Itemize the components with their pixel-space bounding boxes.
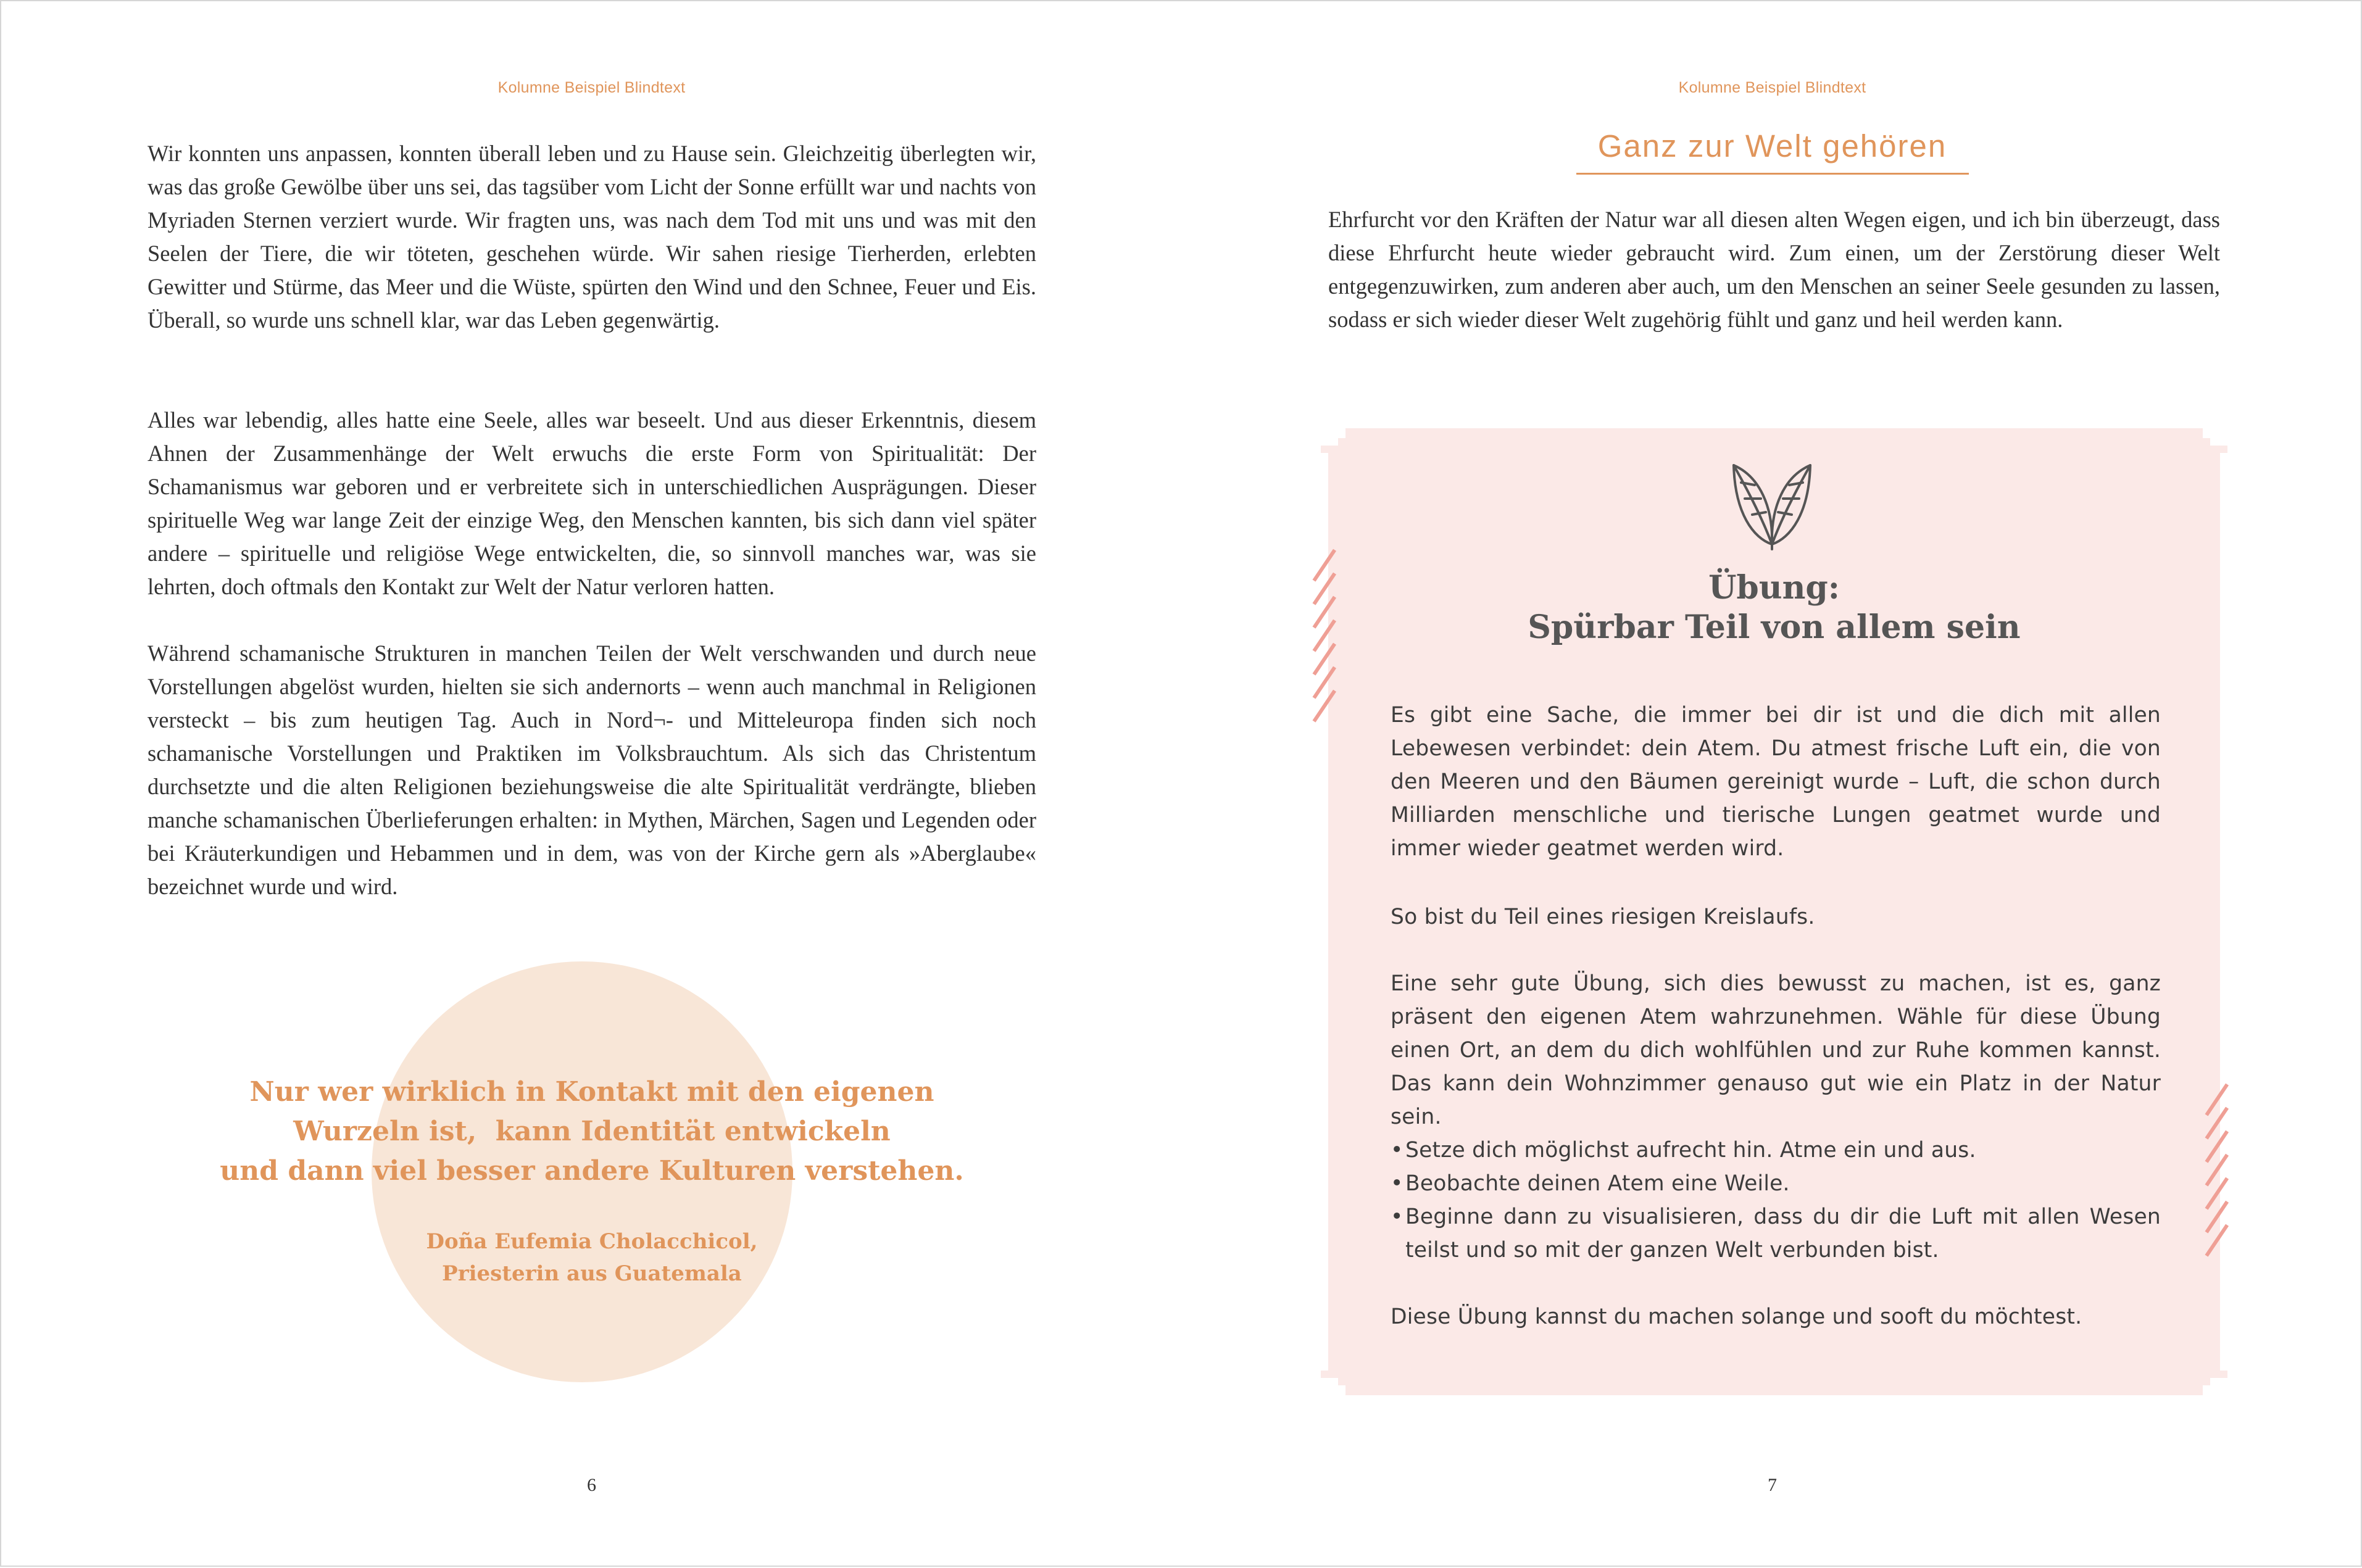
right-page — [1182, 1, 2362, 1568]
title-underline — [1576, 173, 1969, 175]
bullet-text: Beobachte deinen Atem eine Weile. — [1405, 1171, 1790, 1196]
quote-line-2: Wurzeln ist, kann Identität entwickeln — [293, 1116, 891, 1147]
box-corner-pixel — [1338, 1378, 1345, 1385]
leaf-icon — [1729, 458, 1815, 550]
list-item — [1391, 1200, 2161, 1267]
page-number-right: 7 — [1768, 1475, 1777, 1495]
exercise-title-line-1: Übung: — [1708, 569, 1840, 607]
left-page — [1, 1, 1182, 1568]
bullet-text: Beginne dann zu visualisieren, dass du dir die Luft mit allen Wesen teilst und so mit der ganzen Welt verbunden bist. — [1405, 1205, 2161, 1263]
exercise-paragraph-2: So bist du Teil eines riesigen Kreislaufs. — [1391, 905, 1815, 929]
page-number-left: 6 — [587, 1475, 596, 1495]
box-corner-pixel — [2220, 446, 2227, 453]
quote-attribution — [148, 1226, 1036, 1290]
stripe-decoration-right — [2206, 1089, 2234, 1274]
exercise-bullet-list — [1391, 1134, 2161, 1267]
running-head-left: Kolumne Beispiel Blindtext — [497, 79, 686, 96]
running-head-right: Kolumne Beispiel Blindtext — [1678, 79, 1866, 96]
bullet-symbol: • — [1391, 1205, 1403, 1229]
list-item — [1391, 1167, 2161, 1200]
exercise-title-line-2: Spürbar Teil von allem sein — [1528, 608, 2021, 646]
quote-source-line-1: Doña Eufemia Cholacchicol, — [426, 1229, 758, 1254]
intro-paragraph: Ehrfurcht vor den Kräften der Natur war all diesen alten Wegen eigen, und ich bin überzeugt, dass diese Ehrfurcht heute wieder gebraucht wird. Zum einen, um der Zerstörung dieser Welt entgegenzuwirken, zum anderen aber auch, um den Menschen an seiner Seele gesunden zu lassen, sodass er sich wieder dieser Welt zugehörig fühlt und ganz und heil werden kann. — [1328, 207, 2220, 332]
pull-quote — [148, 1072, 1036, 1191]
quote-source-line-2: Priesterin aus Guatemala — [442, 1261, 742, 1286]
bullet-text: Setze dich möglichst aufrecht hin. Atme ein und aus. — [1405, 1138, 1976, 1163]
box-corner-pixel — [2203, 1378, 2210, 1385]
box-corner-pixel — [1321, 1371, 1328, 1378]
quote-line-1: Nur wer wirklich in Kontakt mit den eigenen — [249, 1076, 934, 1108]
box-corner-pixel — [1321, 446, 1328, 453]
box-corner-pixel — [2203, 438, 2210, 446]
box-corner-pixel — [1338, 438, 1345, 446]
exercise-paragraph-3: Eine sehr gute Übung, sich dies bewusst zu machen, ist es, ganz präsent den eigenen Atem wahrzunehmen. Wähle für diese Übung einen Ort, an dem du dich wohlfühlen und zur Ruhe kommen kannst. Das kann dein Wohnzimmer genauso gut wie ein Platz in der Natur sein. — [1391, 971, 2161, 1129]
bullet-symbol: • — [1391, 1171, 1403, 1196]
bullet-symbol: • — [1391, 1138, 1403, 1163]
exercise-closing: Diese Übung kannst du machen solange und sooft du möchtest. — [1391, 1305, 2082, 1329]
list-item — [1391, 1134, 2161, 1167]
box-corner-pixel — [2220, 1371, 2227, 1378]
body-paragraph-3: Während schamanische Strukturen in manchen Teilen der Welt verschwanden und durch neue Vorstellungen abgelöst wurden, hielten sie sich andernorts – wenn auch manchmal in Religionen versteckt – bis zum heutigen Tag. Auch in Nord¬- und Mitteleuropa finden sich noch schamanische Vorstellungen und Praktiken im Volksbrauchtum. Als sich das Christentum durchsetzte und die alten Religionen beziehungsweise die alte Spiritualität verdrängte, blieben manche schamanischen Überlieferungen erhalten: in Mythen, Märchen, Sagen und Legenden oder bei Kräuterkundigen und Hebammen und in dem, was von der Kirche gern als »Aberglaube« bezeichnet wurde und wird. — [148, 641, 1036, 899]
body-paragraph-2: Alles war lebendig, alles hatte eine Seele, alles war beseelt. Und aus dieser Erkenntnis, diesem Ahnen der Zusammenhänge der Welt erwuchs die erste Form von Spiritualität: Der Schamanismus war geboren und er verbreitete sich in unterschiedlichen Ausprägungen. Dieser spirituelle Weg war lange Zeit der einzige Weg, den Menschen kannten, bis sich dann viel später andere – spirituelle und religiöse Wege entwickelten, die, so sinnvoll manches war, was sie lehrten, doch oftmals den Kontakt zur Welt der Natur verloren hatten. — [148, 407, 1036, 599]
quote-line-3: und dann viel besser andere Kulturen verstehen. — [220, 1155, 964, 1187]
section-title: Ganz zur Welt gehören — [1597, 128, 1947, 164]
exercise-paragraph-1: Es gibt eine Sache, die immer bei dir ist und die dich mit allen Lebewesen verbindet: dein Atem. Du atmest frische Luft ein, die von den Meeren und den Bäumen gereinigt wurde – Luft, die schon durch Milliarden menschliche und tierische Lungen geatmet wurde und immer wieder geatmet werden wird. — [1391, 703, 2161, 861]
body-paragraph-1: Wir konnten uns anpassen, konnten überall leben und zu Hause sein. Gleichzeitig überlegten wir, was das große Gewölbe über uns sei, das tagsüber vom Licht der Sonne erfüllt war und nachts von Myriaden Sternen verziert wurde. Wir fragten uns, was nach dem Tod mit uns und was mit den Seelen der Tiere, die wir töteten, geschehen würde. Wir sahen riesige Tierherden, erlebten Gewitter und Stürme, das Meer und die Wüste, spürten den Wind und den Schnee, Feuer und Eis. Überall, so wurde uns schnell klar, war das Leben gegenwärtig. — [148, 141, 1036, 333]
